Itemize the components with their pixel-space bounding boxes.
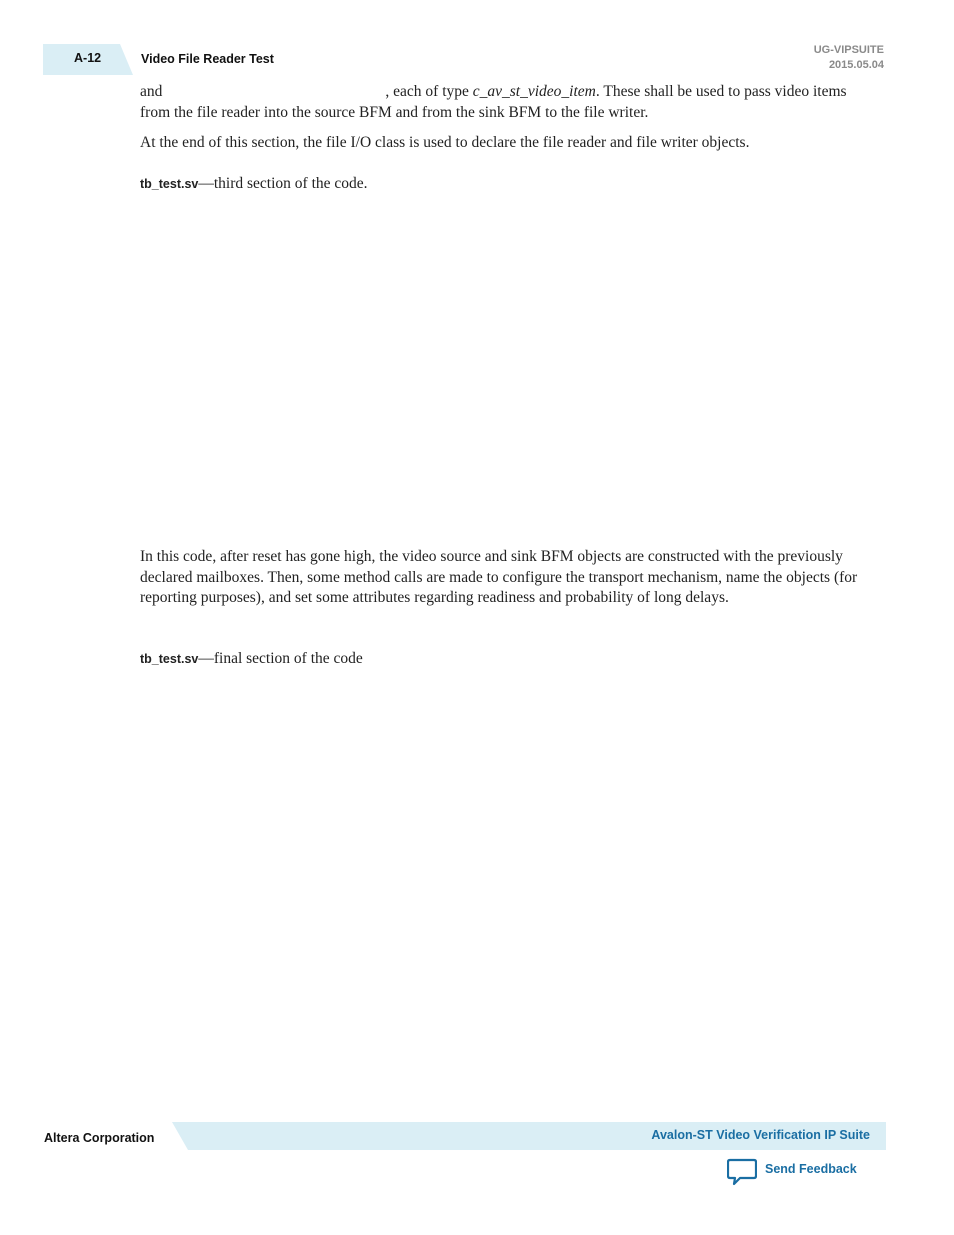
para1-type-pre: , each of type xyxy=(385,83,473,100)
speech-bubble-icon xyxy=(727,1158,757,1186)
para1-start: and xyxy=(140,83,163,100)
para1-type: c_av_st_video_item xyxy=(472,83,596,100)
paragraph-file-io: At the end of this section, the file I/O class is used to declare the file reader and file writer objects. xyxy=(140,134,750,151)
send-feedback-label: Send Feedback xyxy=(765,1162,857,1176)
caption1-text: —third section of the code. xyxy=(198,175,368,192)
caption1-filename: tb_test.sv xyxy=(140,177,199,191)
footer-company: Altera Corporation xyxy=(44,1131,155,1145)
send-feedback-link[interactable] xyxy=(727,1158,857,1188)
code-listing-third xyxy=(140,200,866,540)
page-number: A-12 xyxy=(74,51,102,65)
footer-doc-title: Avalon-ST Video Verification IP Suite xyxy=(651,1128,870,1142)
doc-id: UG-VIPSUITE xyxy=(813,44,884,56)
section-title: Video File Reader Test xyxy=(141,52,274,66)
code-listing-final xyxy=(140,675,866,1105)
caption2-filename: tb_test.sv xyxy=(140,652,199,666)
caption2-text: —final section of the code xyxy=(198,650,363,667)
doc-meta xyxy=(814,43,884,72)
para1-rest: . These shall be used to pass video items from the file reader into the source BFM and from the sink BFM to the file writer. xyxy=(140,83,847,121)
paragraph-reset: In this code, after reset has gone high, the video source and sink BFM objects are constructed with the previously declared mailboxes. Then, some method calls are made to configure the transport mechanism, name the objects (for reporting purposes), and set some attributes regarding readiness and probability of long delays. xyxy=(140,548,858,606)
caption-final-section xyxy=(140,649,866,670)
doc-date: 2015.05.04 xyxy=(828,58,884,71)
paragraph-mailboxes xyxy=(140,82,866,123)
caption-third-section xyxy=(140,174,866,195)
